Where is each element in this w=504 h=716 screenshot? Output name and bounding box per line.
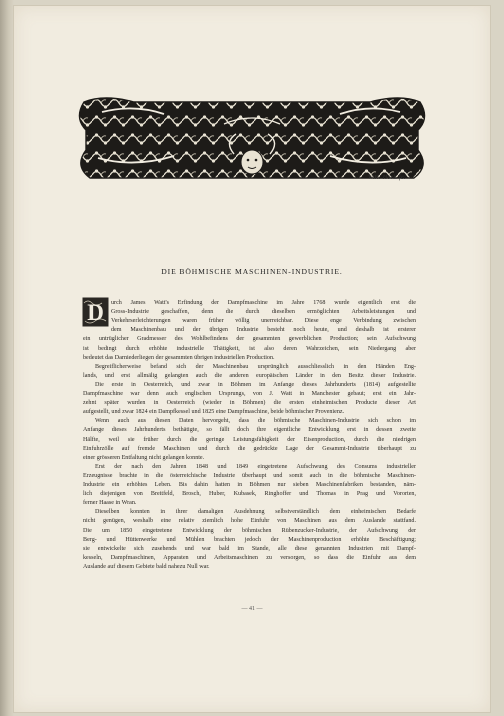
text-line: einer grösseren Entfaltung nicht gelangen konnte. <box>83 454 205 461</box>
text-line: ferner Haase in Wran. <box>83 500 137 507</box>
engraver-signature: W.H. Hörl. fc. <box>368 175 406 181</box>
text-line: aufgestellt, und zwar 1824 ein Dampfkessel und 1825 eine Dampfmaschine, beide böhmischer Provenienz. <box>83 409 345 416</box>
text-line: nicht genügen, weshalb eine relativ ziemlich hohe Einfuhr von Maschinen aus dem Auslande stattfand. <box>83 518 416 525</box>
text-line: Hälfte, weil sie früher durch die geringe Leistungsfähigkeit der Eisenproduction, durch die niedrigen <box>83 436 416 443</box>
text-line: ein untrüglicher Gradmesser des Wohlbefindens der gesammten gewerblichen Production; sein Aufschwung <box>83 336 416 343</box>
text-line: Einfuhrzölle auf fremde Maschinen und durch die gedrückte Lage der Gesammt-Industrie überhaupt zu <box>83 445 416 452</box>
text-line: kesseln, Dampfmaschinen, Apparaten und Arbeitsmaschinen zu versorgen, so dass die Einfuhr aus dem <box>83 554 416 561</box>
text-line: Auslande auf diesem Gebiete bald nahezu Null war. <box>83 563 210 570</box>
ornamental-headpiece <box>74 94 430 184</box>
text-line: Industrie ein erhöhtes Leben. Bis dahin hatten in Böhmen nur sieben Maschinenfabriken bestanden, näm- <box>83 482 416 488</box>
text-line: Berg- und Hüttenwerke und Mühlen brachten jedoch der Maschinenproduction erhöhte Beschäftigung; <box>83 536 416 543</box>
text-line: lich diejenigen von Breitfeld, Brosch, Huber, Kubasek, Ringhoffer und Thomas in Prag und Vororten, <box>83 491 416 498</box>
text-line: urch James Watt's Erfindung der Dampfmaschine im Jahre 1768 wurde eigentlich erst die <box>111 300 416 306</box>
text-line: bedeutet das Darniederliegen der gesammten übrigen industriellen Production. <box>83 354 275 361</box>
text-line: Dieselben konnten in ihrer damaligen Ausdehnung selbstverständlich dem einheimischen Bedarfe <box>95 509 416 516</box>
dropcap-letter: D <box>87 300 104 325</box>
text-line: Begreiflicherweise befand sich der Maschinenbau ursprünglich ausschliesslich in den Händen Eng- <box>95 363 416 370</box>
text-line: Dampfmaschine war denn auch englischen Ursprungs, von J. Watt in Manchester gebaut; erst ein Jahr- <box>83 391 416 397</box>
text-line: Die erste in Oesterreich, und zwar in Böhmen im Anfange dieses Jahrhunderts (1814) aufgestellte <box>95 381 416 388</box>
text-line: Die um 1850 eingetretene Entwicklung der böhmischen Rübenzucker-Industrie, der Aufschwung der <box>83 527 416 534</box>
text-line: Erst der nach den Jahren 1848 und 1849 eingetretene Aufschwung des Consums industrieller <box>95 463 416 470</box>
page-number: — 41 — <box>241 606 263 612</box>
decorated-initial <box>82 297 109 327</box>
text-line: ist bedingt durch erhöhte industrielle Thätigkeit, ist also deren Wahrzeichen, sein Niedergang aber <box>83 345 416 352</box>
text-line: sie entwickelte sich zusehends und war bald im Stande, alle diese genannten Industrien mit Dampf- <box>83 545 416 552</box>
text-line: Anfange dieses Jahrhunderts bethätigte, so fällt doch ihre eigentliche Entwicklung erst in dessen zweite <box>83 427 416 434</box>
text-line: dem Maschinenbau und der übrigen Industrie besteht noch heute, und deshalb ist ersterer <box>111 327 416 334</box>
text-line: zehnt später wurden in Oesterreich (wieder in Böhmen) die ersten einheimischen Producte dieser Art <box>83 400 416 407</box>
text-line: Gross-Industrie geschaffen, denn die durch dieselben ermöglichten Arbeitsleistungen und <box>111 309 416 316</box>
text-line: lands, und erst allmälig gelangten auch die anderen europäischen Länder in den Besitz dieser Industrie. <box>83 372 416 379</box>
book-page <box>14 6 490 712</box>
text-line: Wenn auch aus diesen Daten hervorgeht, dass die böhmische Maschinen-Industrie sich schon im <box>95 418 416 425</box>
text-line: Erzeugnisse brachte in die österreichische Industrie überhaupt und somit auch in die böhmische Maschinen- <box>83 472 416 479</box>
chapter-heading: DIE BÖHMISCHE MASCHINEN-INDUSTRIE. <box>161 267 343 276</box>
text-line: Verkehrserleichterungen waren früher völlig unerreichbar. Diese enge Verbindung zwischen <box>111 318 416 325</box>
book-spine-shadow <box>0 0 14 716</box>
